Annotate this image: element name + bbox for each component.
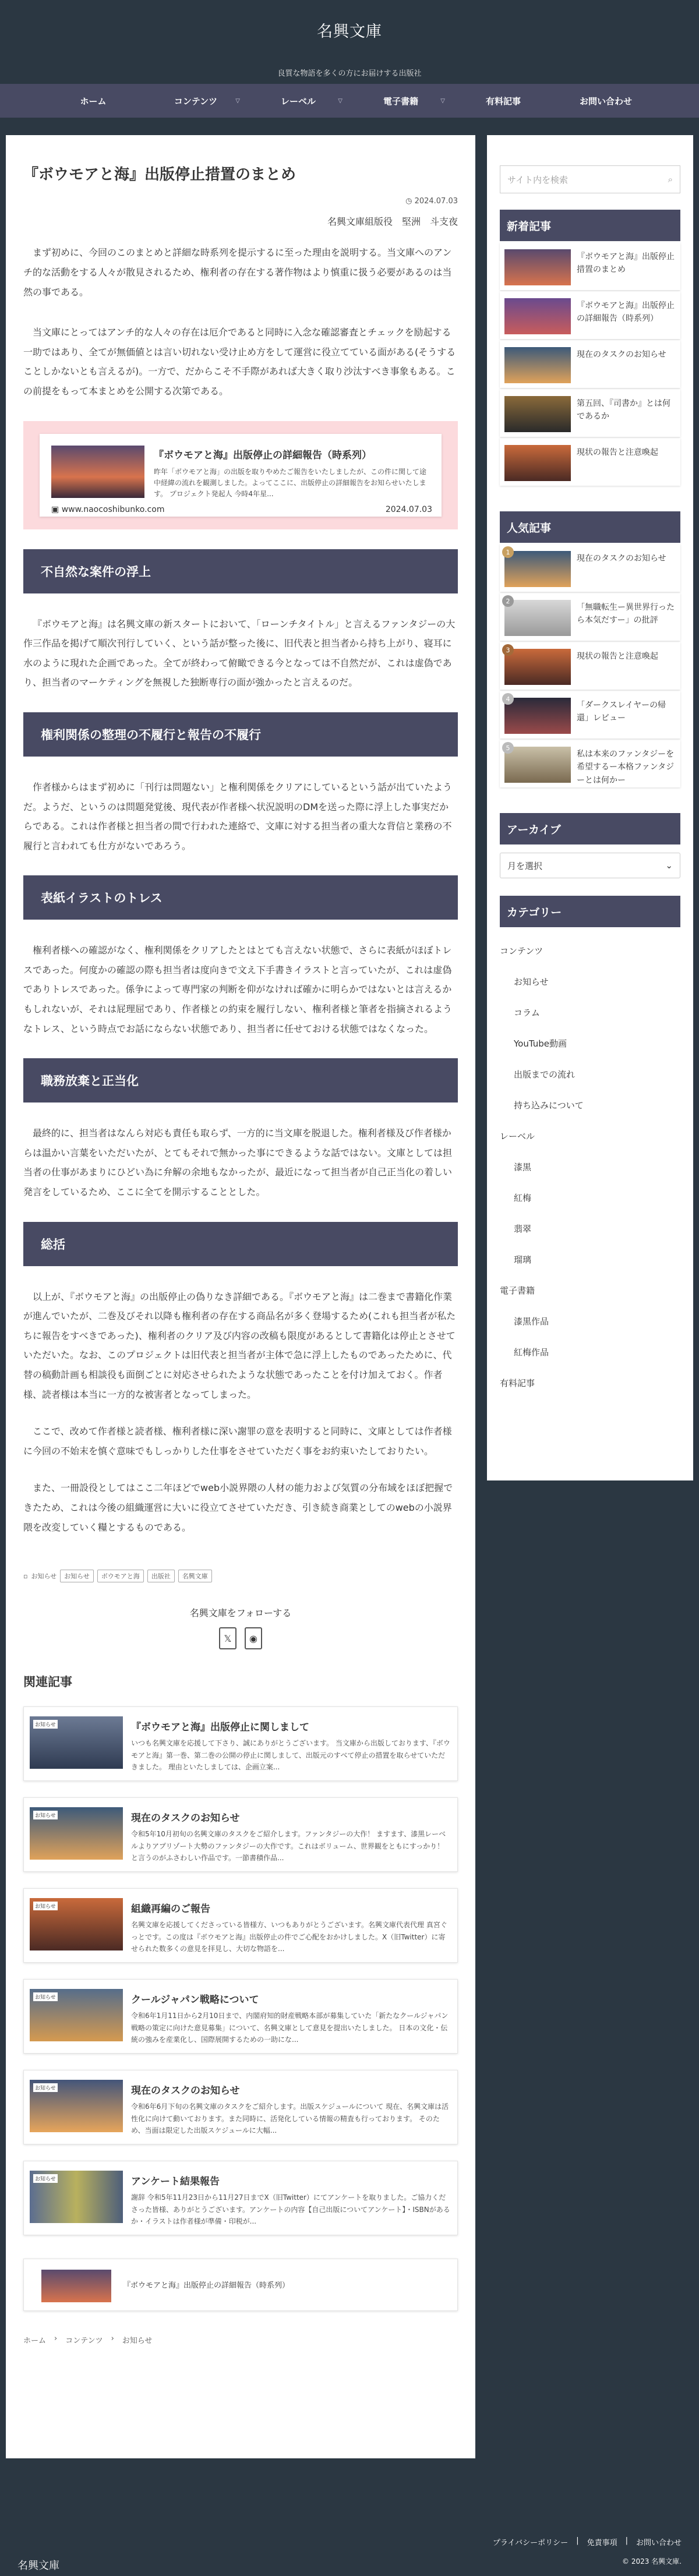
blog-card-excerpt: 昨年「ボウモアと海」の出版を取りやめたご報告をいたしましたが、この件に関して途中経緯の流れを観測しました。よってここに、出版停止の詳細報告をお知らせいたします。 プロジェクト発起人 今時4年星... (154, 467, 427, 498)
nav-home[interactable] (42, 84, 144, 118)
related-excerpt: いつも名興文庫を応援して下さり、誠にありがとうございます。 当文庫から出版しております、『ボウモアと海』第一巻、第二巻の公開の停止に関しまして、出版元のすべて停止の措置を取らせていただきました。 理由といたしましては、企画立案... (131, 1739, 450, 1771)
tag-link[interactable]: 名興文庫 (178, 1570, 212, 1582)
category-link[interactable]: お知らせ (31, 1573, 57, 1581)
x-follow-button[interactable] (219, 1627, 236, 1649)
category-item[interactable]: YouTube動画 (514, 1038, 567, 1049)
popular-post-item[interactable] (500, 593, 680, 641)
folder-icon: ▫ (23, 1572, 28, 1580)
post-thumbnail (504, 698, 571, 734)
breadcrumb-contents[interactable]: コンテンツ (65, 2337, 103, 2346)
article-author: 名興文庫組版役 堅洲 斗支夜 (327, 216, 458, 228)
category-badge: お知らせ (33, 1902, 58, 1910)
related-title: 『ボウモアと海』出版停止に関しまして (131, 1722, 309, 1734)
site-description: 良質な物語を多くの方にお届けする出版社 (277, 69, 422, 78)
related-title: アンケート結果報告 (131, 2176, 220, 2188)
archive-heading: アーカイブ (500, 813, 680, 844)
chevron-down-icon: ▽ (440, 97, 445, 104)
nav-label: お問い合わせ (579, 96, 632, 107)
new-post-item[interactable] (500, 340, 680, 388)
intro-paragraph: まず初めに、今回のこのまとめと詳細な時系列を提示するに至った理由を説明する。当文庫へのアンチ的な活動をする人々が散見されるため、権利者の存在する著作物はより慎重に扱う必要があるのは当然の事である。 (23, 247, 452, 298)
section-paragraph: ここで、改めて作者様と読者様、権利者様に深い謝罪の意を表明すると同時に、文庫としては作者様に今回の不始末を慎ぐ意味でもしっかりした仕事をさせていただく事をお約束いたしておりたい。 (23, 1426, 452, 1457)
section-paragraph: 権利者様への確認がなく、権利関係をクリアしたとはとても言えない状態で、さらに表紙がほぼトレスであった。何度かの確認の際も担当者は度向きで文え下手書きイラストと言っていたが、これは虚偽でありトレスであった。係争によって専門家の判断を仰がなければ確かに明らかではないとは言えるかもしれないが、それは屁理屈であり、作者様との約束を履行しない、権利者様と筆者を指摘されるようなトレス、という時点でお話にならない状態であり、担当者に任せておける状態ではなくなった。 (23, 945, 453, 1034)
rank-badge: 3 (502, 644, 514, 656)
prev-thumbnail (41, 2270, 111, 2302)
site-header (0, 0, 699, 84)
footer-links (493, 2536, 682, 2547)
nav-contents[interactable] (144, 84, 247, 118)
related-heading: 関連記事 (23, 1675, 72, 1690)
clock-icon: ◷ (405, 197, 415, 206)
prev-title: 『ボウモアと海』出版停止の詳細報告（時系列） (123, 2281, 290, 2291)
nav-label: レーベル (280, 96, 316, 107)
nav-label: 有料記事 (485, 96, 521, 107)
category-badge: お知らせ (33, 1992, 58, 2001)
category-badge: お知らせ (33, 2174, 58, 2183)
category-item[interactable]: お知らせ (514, 977, 549, 987)
blog-card-thumbnail (51, 446, 144, 498)
section-paragraph: 以上が、『ボウモアと海』の出版停止の偽りなき詳細である。『ボウモアと海』は二巻まで書籍化作業が進んでいたが、二巻及びそれ以降も権利者の存在する商品名が多く登場するため(これも担当者が私たちに報告をすべきであった)、権利者のクリア及び内容の改稿も限度があるとして書籍化は停止とさせていただいた。なお、このプロジェクトは旧代表と担当者が主体で急に浮上したものであったために、代替の稿動計画も相談役も面倒ごとに対応させられたような状態であったことを付け加えておく。作者様、読者様は本当に一方的な被害者となってしまった。 (23, 1291, 456, 1400)
nav-ebooks[interactable] (350, 84, 452, 118)
breadcrumb (23, 2334, 458, 2345)
popular-post-item[interactable] (500, 642, 680, 690)
related-excerpt: 令和6年1月11日から2月10日まで、内閣府知的財産戦略本部が募集していた「新たなクールジャパン戦略の策定に向けた意見募集」について、名興文庫として意見を提出いたしました。 日本の文化・伝統の強みを産業化し、国際展開するための一助にな... (131, 2012, 449, 2044)
section-paragraph: また、一冊設役としてはここ二年ほどでweb小説界隈の人材の能力および気質の分布域をほぼ把握できたため、これは今後の組織運営に大いに役立てさせていただき、引き続き商業としてのwebの小説界隈を改変していく糧とするものである。 (23, 1482, 453, 1533)
footer-separator: | (576, 2536, 579, 2545)
breadcrumb-notice[interactable]: お知らせ (122, 2337, 153, 2346)
archive-select[interactable] (500, 853, 680, 878)
blog-card-title: 『ボウモアと海』出版停止の詳細報告（時系列） (154, 449, 372, 461)
post-title: 現状の報告と注意喚起 (577, 448, 658, 457)
sidebar (487, 135, 693, 1480)
post-title: 現在のタスクのお知らせ (577, 350, 666, 359)
x-icon: 𝕏 (224, 1632, 232, 1644)
intro-paragraph: 当文庫にとってはアンチ的な人々の存在は厄介であると同時に入念な確認審査とチェックを励起する一助ではあり、全てが無価値とは言い切れない受け止め方をして運営に役立てている面がある(そうすることしかないとも言えるが)。一方で、だからこそ不手際があれば大きく取り沙汰すべき事象もある。この前提をもって本まとめを公開する次第である。 (23, 327, 456, 397)
related-thumbnail (30, 1898, 123, 1950)
post-thumbnail (504, 445, 571, 481)
related-excerpt: 令和6年6月下旬の名興文庫のタスクをご紹介します。出版スケジュールについて 現在、名興文庫は活性化に向けて動いております。また同時に、活発化している情報の精査も行っております。 そのため、当面は限定した出版スケジュールに大幅... (131, 2103, 449, 2135)
global-nav (0, 84, 699, 118)
related-card[interactable] (23, 2161, 458, 2235)
category-item[interactable]: 翡翠 (514, 1224, 532, 1234)
section-heading: 職務放棄と正当化 (23, 1058, 458, 1103)
post-thumbnail (504, 396, 571, 432)
post-thumbnail (504, 249, 571, 285)
related-card[interactable] (23, 1797, 458, 1872)
new-posts-heading: 新着記事 (500, 210, 680, 241)
nav-label: ホーム (80, 96, 107, 107)
related-thumbnail (30, 1716, 123, 1769)
chevron-down-icon: ▽ (338, 97, 343, 104)
popular-posts-heading: 人気記事 (500, 511, 680, 543)
article-date (23, 197, 458, 206)
related-excerpt: 名興文庫を応援してくださっている皆様方、いつもありがとうございます。名興文庫代表代理 真宮ぐっとです。この度は『ボウモアと海』出版停止の件でご心配をおかけしました。X（旧Twitter）に寄せられた数多くの意見を拝見し、大切な物語を... (131, 1921, 447, 1953)
footer-brand[interactable]: 名興文庫 (17, 2560, 59, 2572)
search-icon[interactable]: ⌕ (668, 174, 673, 185)
nav-contact[interactable] (555, 84, 657, 118)
related-thumbnail (30, 1989, 123, 2041)
category-item[interactable]: コンテンツ (500, 946, 543, 956)
post-thumbnail (504, 747, 571, 783)
feedly-follow-button[interactable] (245, 1627, 262, 1649)
post-thumbnail (504, 649, 571, 685)
tag-link[interactable]: お知らせ (60, 1570, 94, 1582)
prev-next-card[interactable] (23, 2259, 458, 2311)
post-thumbnail (504, 298, 571, 334)
section-heading: 不自然な案件の浮上 (23, 549, 458, 593)
article-title: 『ボウモアと海』出版停止措置のまとめ (23, 166, 296, 183)
rank-badge: 5 (502, 742, 514, 754)
category-item[interactable]: 電子書籍 (500, 1285, 535, 1296)
post-thumbnail (504, 347, 571, 383)
breadcrumb-home[interactable]: ホーム (23, 2337, 47, 2346)
blog-card-wrapper (23, 421, 458, 529)
category-item[interactable]: 瑠璃 (514, 1255, 532, 1265)
main-content (6, 135, 475, 2471)
related-title: 組織再編のご報告 (131, 1903, 210, 1916)
category-item[interactable]: 出版までの流れ (514, 1069, 576, 1080)
popular-post-item[interactable] (500, 544, 680, 592)
related-excerpt: 謝辞 令和5年11月23日から11月27日までX（旧Twitter）にてアンケートを取りました。ご協力くださった皆様、ありがとうございます。アンケートの内容【自己出版についてアンケート】・ISBNがあるか・イラストは作者様が準備・印税が... (131, 2193, 450, 2225)
footer-copyright: © 2023 名興文庫. (622, 2557, 682, 2566)
related-card[interactable] (23, 2070, 458, 2144)
footer-contact-link[interactable]: お問い合わせ (636, 2539, 682, 2547)
category-heading: カテゴリー (500, 896, 680, 927)
site-footer (0, 2458, 699, 2576)
section-paragraph: 『ボウモアと海』は名興文庫の新スタートにおいて、「ローンチタイトル」と言えるファンタジーの大作三作品を掲げて順次刊行していく、という話が整った後に、旧代表と担当者から持ち上がり、寝耳に水のように現れた企画であった。全てが終わって俯瞰できる今となっては不自然だが、これは虚偽であり、担当者のマーケティングを無視した独断専行の面が強かったと言えるのだ。 (23, 618, 456, 688)
related-title: 現在のタスクのお知らせ (131, 1812, 240, 1825)
related-title: 現在のタスクのお知らせ (131, 2085, 240, 2097)
category-item[interactable]: 持ち込みについて (514, 1100, 584, 1111)
post-title: 「ダークスレイヤーの帰還」レビュー (577, 701, 666, 723)
related-thumbnail (30, 2080, 123, 2132)
chevron-down-icon: ▽ (235, 97, 240, 104)
archive-select-value: 月を選択 (507, 860, 543, 871)
rank-badge: 4 (502, 693, 514, 705)
new-post-item[interactable] (500, 438, 680, 486)
popular-post-item[interactable] (500, 740, 680, 787)
post-title: 現在のタスクのお知らせ (577, 554, 666, 563)
blog-card[interactable] (40, 434, 442, 517)
footer-privacy-link[interactable]: プライバシーポリシー (492, 2539, 569, 2547)
related-thumbnail (30, 1807, 123, 1860)
blog-card-date: 2024.07.03 (385, 504, 432, 514)
nav-label-menu[interactable] (247, 84, 350, 118)
breadcrumb-separator: › (54, 2334, 58, 2344)
search-input[interactable] (500, 165, 680, 193)
blog-card-site: www.naocoshibunko.com (61, 504, 165, 514)
category-item[interactable]: レーベル (500, 1131, 535, 1142)
category-item[interactable]: 有料記事 (500, 1378, 535, 1388)
follow-buttons (23, 1627, 458, 1649)
footer-disclaimer-link[interactable]: 免責事項 (587, 2539, 617, 2547)
rss-icon: ◉ (249, 1632, 257, 1644)
new-post-item[interactable] (500, 291, 680, 339)
related-card[interactable] (23, 1706, 458, 1781)
popular-post-item[interactable] (500, 691, 680, 738)
category-item[interactable]: 漆黒作品 (514, 1316, 549, 1327)
category-item[interactable]: 紅梅作品 (514, 1347, 549, 1358)
nav-label: 電子書籍 (383, 96, 418, 107)
tag-link[interactable]: ボウモアと海 (97, 1570, 144, 1582)
post-title: 『ボウモアと海』出版停止の詳細報告（時系列） (577, 301, 675, 324)
site-title[interactable]: 名興文庫 (317, 23, 382, 41)
article-date-text: 2024.07.03 (414, 197, 458, 206)
section-paragraph: 作者様からはまず初めに「刊行は問題ない」と権利関係をクリアにしているという話が出ていたようだ。ようだ、というのは問題発覚後、現代表が作者様へ状況説明のDMを送った際に浮上した事実だからである。これは作者様と担当者の間で行われた連絡で、文庫に対する担当者の重大な背信と業務の不履行と言われても仕方がないであろう。 (23, 781, 453, 851)
category-badge: お知らせ (33, 1811, 58, 1819)
post-title: 第五回、『司書か』とは何であるか (577, 399, 670, 422)
chevron-down-icon: ⌄ (665, 860, 673, 871)
nav-label: コンテンツ (174, 96, 218, 107)
category-badge: お知らせ (33, 2083, 58, 2092)
related-excerpt: 令和5年10月初旬の名興文庫のタスクをご紹介します。ファンタジーの大作！ ますます、漆黒レーベルよりアプリゾート大勢のファンタジーの大作です。これはボリューム、世界観をともにすっかり！ と言うのがふさわしい作品です。一節書積作品... (131, 1830, 446, 1862)
section-heading: 総括 (23, 1222, 458, 1266)
new-post-item[interactable] (500, 389, 680, 437)
blog-card-footer (51, 505, 432, 514)
follow-label: 名興文庫をフォローする (189, 1607, 292, 1619)
related-card[interactable] (23, 1888, 458, 1963)
post-title: 『ボウモアと海』出版停止措置のまとめ (577, 252, 675, 275)
post-title: 現状の報告と注意喚起 (577, 652, 658, 661)
tag-link[interactable]: 出版社 (147, 1570, 175, 1582)
section-heading: 権利関係の整理の不履行と報告の不履行 (23, 712, 458, 757)
tag-list (23, 1570, 458, 1582)
post-thumbnail (504, 551, 571, 587)
category-item[interactable]: 漆黒 (514, 1162, 532, 1172)
post-thumbnail (504, 600, 571, 636)
related-title: クールジャパン戦略について (131, 1994, 259, 2006)
new-post-item[interactable] (500, 242, 680, 290)
nav-paid[interactable] (452, 84, 555, 118)
category-badge: お知らせ (33, 1720, 58, 1729)
related-thumbnail (30, 2171, 123, 2223)
category-item[interactable]: コラム (514, 1008, 540, 1018)
rank-badge: 1 (502, 546, 514, 558)
footer-separator: | (625, 2536, 628, 2545)
site-favicon-icon: ▣ (51, 504, 62, 514)
search-placeholder: サイト内を検索 (507, 174, 568, 185)
rank-badge: 2 (502, 595, 514, 607)
category-item[interactable]: 紅梅 (514, 1193, 532, 1203)
breadcrumb-separator: › (111, 2334, 114, 2344)
post-title: 「無職転生ー異世界行ったら本気だすー」の批評 (577, 603, 675, 626)
section-paragraph: 最終的に、担当者はなんら対応も責任も取らず、一方的に当文庫を脱退した。権利者様及び作者様からは温かい言葉をいただいたが、とてもそれで無かった事にできるような話ではない。文庫としては担当者の仕事があまりにひどい為に弁解の余地もなかったが、最近になって担当者が自己正当化の着しい発言をしているため、ここに全てを開示することとした。 (23, 1128, 453, 1198)
post-title: 私は本来のファンタジーを希望するー本格ファンタジーとは何かー (577, 750, 675, 785)
section-heading: 表紙イラストのトレス (23, 875, 458, 920)
related-card[interactable] (23, 1979, 458, 2054)
